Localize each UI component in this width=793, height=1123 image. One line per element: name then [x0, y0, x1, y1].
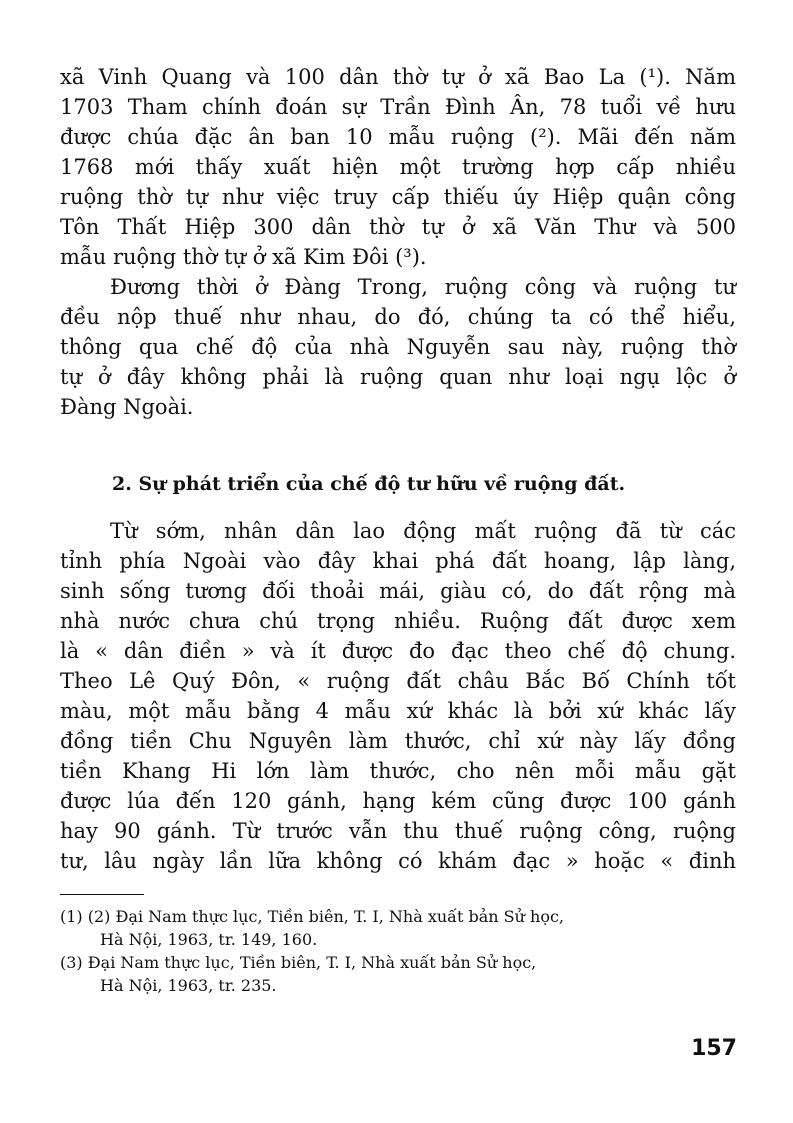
- text-line: đều nộp thuế như nhau, do đó, chúng ta có thể hiểu,: [60, 305, 736, 329]
- text-line: màu, một mẫu bằng 4 mẫu xứ khác là bởi xứ khác lấy: [60, 699, 736, 723]
- text-line: tự ở đây không phải là ruộng quan như loại ngụ lộc ở: [60, 365, 736, 389]
- footnote-line: [60, 951, 736, 974]
- paragraph-3: [60, 516, 736, 876]
- footnote-divider: [60, 894, 144, 895]
- footnote-text: Đại Nam thực lục, Tiền biên, T. I, Nhà xuất bản Sử học,: [87, 953, 537, 972]
- footnote-text: Đại Nam thực lục, Tiền biên, T. I, Nhà xuất bản Sử học,: [115, 907, 565, 926]
- text-line: thông qua chế độ của nhà Nguyễn sau này, ruộng thờ: [60, 335, 736, 359]
- page-number: 157: [691, 1036, 737, 1061]
- text-line: xã Vinh Quang và 100 dân thờ tự ở xã Bao La (¹). Năm: [60, 65, 736, 89]
- text-line: sinh sống tương đối thoải mái, giàu có, do đất rộng mà: [60, 579, 736, 603]
- text-line: đồng tiền Chu Nguyên làm thước, chỉ xứ này lấy đồng: [60, 729, 736, 753]
- footnote-line: [60, 905, 736, 928]
- text-line: là « dân điền » và ít được đo đạc theo chế độ chung.: [60, 639, 736, 663]
- footnotes: [60, 905, 736, 997]
- text-line: tiền Khang Hi lớn làm thước, cho nên mỗi mẫu gặt: [60, 759, 736, 783]
- text-line: 1703 Tham chính đoán sự Trần Đình Ân, 78 tuổi về hưu: [60, 95, 736, 119]
- footnote-marker: (3): [60, 953, 83, 972]
- paragraph-2: [60, 272, 736, 422]
- footnote-line: Hà Nội, 1963, tr. 149, 160.: [100, 930, 318, 949]
- text-line: tỉnh phía Ngoài vào đây khai phá đất hoang, lập làng,: [60, 549, 736, 573]
- text-line: nhà nước chưa chú trọng nhiều. Ruộng đất được xem: [60, 609, 736, 633]
- paragraph-1: [60, 62, 736, 272]
- text-line: Đương thời ở Đàng Trong, ruộng công và ruộng tư: [110, 275, 736, 299]
- text-line: Tôn Thất Hiệp 300 dân thờ tự ở xã Văn Thư và 500: [60, 215, 736, 239]
- text-line: Từ sớm, nhân dân lao động mất ruộng đã từ các: [110, 519, 736, 543]
- footnote-line: Hà Nội, 1963, tr. 235.: [100, 976, 277, 995]
- text-line: tư, lâu ngày lần lữa không có khám đạc » hoặc « đinh: [60, 849, 736, 873]
- text-line: Đàng Ngoài.: [60, 395, 194, 419]
- footnote-1-2: [60, 905, 736, 951]
- book-page: [60, 62, 736, 997]
- text-line: được chúa đặc ân ban 10 mẫu ruộng (²). Mãi đến năm: [60, 125, 736, 149]
- footnote-3: [60, 951, 736, 997]
- section-heading: 2. Sự phát triển của chế độ tư hữu về ruộng đất.: [112, 473, 626, 495]
- text-line: 1768 mới thấy xuất hiện một trường hợp cấp nhiều: [60, 155, 736, 179]
- text-line: mẫu ruộng thờ tự ở xã Kim Đôi (³).: [60, 245, 427, 269]
- footnote-marker: (1) (2): [60, 907, 111, 926]
- text-line: hay 90 gánh. Từ trước vẫn thu thuế ruộng công, ruộng: [60, 819, 736, 843]
- text-line: ruộng thờ tự như việc truy cấp thiếu úy Hiệp quận công: [60, 185, 736, 209]
- text-line: Theo Lê Quý Đôn, « ruộng đất châu Bắc Bố Chính tốt: [60, 669, 736, 693]
- text-line: được lúa đến 120 gánh, hạng kém cũng được 100 gánh: [60, 789, 736, 813]
